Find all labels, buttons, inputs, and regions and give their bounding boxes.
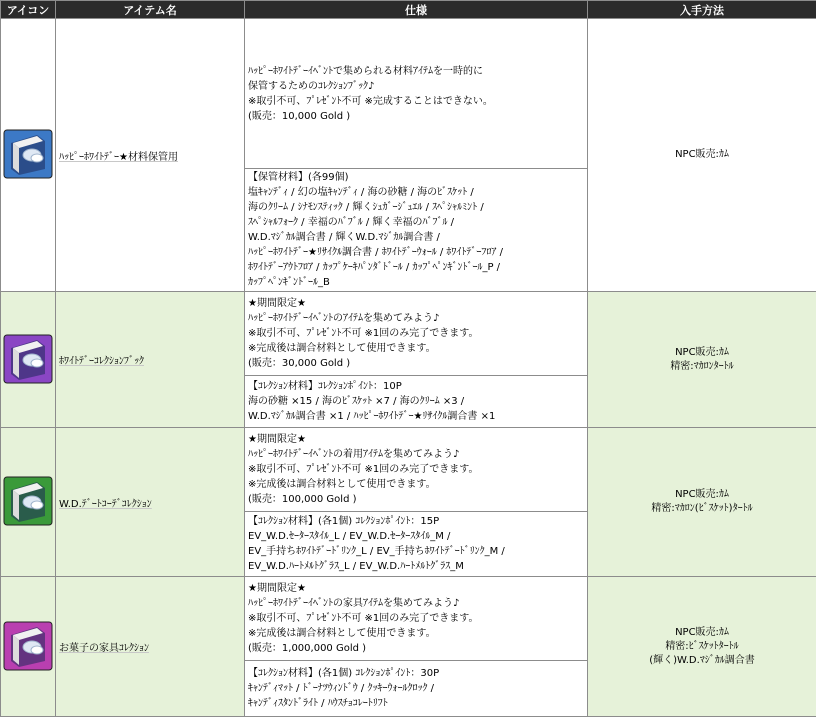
obtain-line: NPC販売:ｶﾑ [588, 346, 816, 360]
obtain-method [588, 577, 816, 717]
spec-line: (販売：1,000,000 Gold ) [248, 641, 584, 656]
spec-materials [245, 169, 588, 292]
item-name[interactable]: ﾎﾜｲﾄﾃﾞｰｺﾚｸｼｮﾝﾌﾞｯｸ [56, 292, 245, 428]
spec-line: ﾊｯﾋﾟｰﾎﾜｲﾄﾃﾞｰｲﾍﾞﾝﾄのｱｲﾃﾑを集めてみよう♪ [248, 311, 584, 326]
spec-line: EV_手持ちﾎﾜｲﾄﾃﾞｰﾄﾞﾘﾝｸ_L / EV_手持ちﾎﾜｲﾄﾃﾞｰﾄﾞﾘﾝｸ_M / [248, 544, 584, 559]
table-header-row [1, 1, 816, 19]
obtain-line: NPC販売:ｶﾑ [588, 488, 816, 502]
spec-line: (販売：10,000 Gold ) [248, 109, 584, 124]
spec-line: ★期間限定★ [248, 296, 584, 311]
spec-line: ※完成後は調合材料として使用できます。 [248, 626, 584, 641]
obtain-line: NPC販売:ｶﾑ [588, 626, 816, 640]
spec-line: ｷｬﾝﾃﾞｨｽﾀﾝﾄﾞﾗｲﾄ / ﾊｳｽﾁｮｺﾚｰﾄﾘﾌﾄ [248, 696, 584, 711]
magenta-book-icon [3, 621, 53, 671]
icon-cell [1, 292, 56, 428]
green-book-icon [3, 476, 53, 526]
icon-cell [1, 428, 56, 577]
spec-line: ｶｯﾌﾟﾍﾟﾝｷﾞﾝﾄﾞｰﾙ_B [248, 275, 584, 290]
obtain-method [588, 428, 816, 577]
table-row [1, 292, 816, 376]
spec-description [245, 19, 588, 169]
spec-line: ※取引不可、ﾌﾟﾚｾﾞﾝﾄ不可 ※完成することはできない。 [248, 94, 584, 109]
spec-line: ※取引不可、ﾌﾟﾚｾﾞﾝﾄ不可 ※1回のみ完了できます。 [248, 462, 584, 477]
spec-line: 【ｺﾚｸｼｮﾝ材料】ｺﾚｸｼｮﾝﾎﾟｲﾝﾄ：10P [248, 379, 584, 394]
spec-line: ※完成後は調合材料として使用できます。 [248, 477, 584, 492]
table-row [1, 19, 816, 169]
spec-line: ※取引不可、ﾌﾟﾚｾﾞﾝﾄ不可 ※1回のみ完了できます。 [248, 326, 584, 341]
obtain-line: (輝く)W.D.ﾏｼﾞｶﾙ調合書 [588, 654, 816, 668]
spec-line: ﾊｯﾋﾟｰﾎﾜｲﾄﾃﾞｰｲﾍﾞﾝﾄの着用ｱｲﾃﾑを集めてみよう♪ [248, 447, 584, 462]
purple-book-icon [3, 334, 53, 384]
spec-line: 【ｺﾚｸｼｮﾝ材料】(各1個) ｺﾚｸｼｮﾝﾎﾟｲﾝﾄ：15P [248, 514, 584, 529]
spec-line: (販売：30,000 Gold ) [248, 356, 584, 371]
spec-line: ｽﾍﾟｼｬﾙﾌｫｰｸ / 幸福のﾊﾞﾌﾞﾙ / 輝く幸福のﾊﾞﾌﾞﾙ / [248, 215, 584, 230]
spec-materials [245, 661, 588, 717]
icon-cell [1, 19, 56, 292]
obtain-line: 精密:ﾏｶﾛﾝﾀｰﾄﾙ [588, 360, 816, 374]
item-name[interactable]: ﾊｯﾋﾟｰﾎﾜｲﾄﾃﾞｰ★材料保管用 [56, 19, 245, 292]
spec-line: W.D.ﾏｼﾞｶﾙ調合書 ×1 / ﾊｯﾋﾟｰﾎﾜｲﾄﾃﾞｰ★ﾘｻｲｸﾙ調合書 ×1 [248, 409, 584, 424]
obtain-line: 精密:ﾋﾞｽｹｯﾄﾀｰﾄﾙ [588, 640, 816, 654]
spec-materials [245, 512, 588, 577]
spec-line: EV_W.D.ｾｰﾀｰｽﾀｲﾙ_L / EV_W.D.ｾｰﾀｰｽﾀｲﾙ_M / [248, 529, 584, 544]
header-spec: 仕様 [245, 1, 588, 19]
header-name: アイテム名 [56, 1, 245, 19]
icon-cell [1, 577, 56, 717]
spec-line: 【保管材料】(各99個) [248, 170, 584, 185]
spec-line: ﾎﾜｲﾄﾃﾞｰｱｳﾄﾌﾛｱ / ｶｯﾌﾟｹｰｷﾊﾟﾝﾀﾞﾄﾞｰﾙ / ｶｯﾌﾟﾍﾟﾝｷﾞﾝﾄﾞｰﾙ_P / [248, 260, 584, 275]
spec-line: ﾊｯﾋﾟｰﾎﾜｲﾄﾃﾞｰ★ﾘｻｲｸﾙ調合書 / ﾎﾜｲﾄﾃﾞｰｳｫｰﾙ / ﾎﾜｲﾄﾃﾞｰﾌﾛｱ / [248, 245, 584, 260]
spec-line: ★期間限定★ [248, 581, 584, 596]
spec-materials [245, 376, 588, 428]
header-icon: アイコン [1, 1, 56, 19]
obtain-method [588, 19, 816, 292]
spec-line: 保管するためのｺﾚｸｼｮﾝﾌﾞｯｸ♪ [248, 79, 584, 94]
table-row [1, 428, 816, 512]
obtain-line: NPC販売:ｶﾑ [588, 148, 816, 162]
spec-line: 海のｸﾘｰﾑ / ｼﾅﾓﾝｽﾃｨｯｸ / 輝くｼｭｶﾞｰｼﾞｭｴﾙ / ｽﾍﾟｼｬﾙﾐﾝﾄ / [248, 200, 584, 215]
blue-book-icon [3, 129, 53, 179]
spec-line: ※完成後は調合材料として使用できます。 [248, 341, 584, 356]
spec-line: 塩ｷｬﾝﾃﾞｨ / 幻の塩ｷｬﾝﾃﾞｨ / 海の砂糖 / 海のﾋﾞｽｹｯﾄ / [248, 185, 584, 200]
spec-line: ※取引不可、ﾌﾟﾚｾﾞﾝﾄ不可 ※1回のみ完了できます。 [248, 611, 584, 626]
spec-line: ｷｬﾝﾃﾞｨﾏｯﾄ / ﾄﾞｰﾅﾂｳｨﾝﾄﾞｳ / ｸｯｷｰｳｫｰﾙｸﾛｯｸ / [248, 681, 584, 696]
spec-line: ﾊｯﾋﾟｰﾎﾜｲﾄﾃﾞｰｲﾍﾞﾝﾄの家具ｱｲﾃﾑを集めてみよう♪ [248, 596, 584, 611]
obtain-line: 精密:ﾏｶﾛﾝ(ﾋﾞｽｹｯﾄ)ﾀｰﾄﾙ [588, 502, 816, 516]
spec-line: ★期間限定★ [248, 432, 584, 447]
spec-line: EV_W.D.ﾊｰﾄﾒﾙﾄｸﾞﾗｽ_L / EV_W.D.ﾊｰﾄﾒﾙﾄｸﾞﾗｽ_M [248, 559, 584, 574]
spec-line: W.D.ﾏｼﾞｶﾙ調合書 / 輝くW.D.ﾏｼﾞｶﾙ調合書 / [248, 230, 584, 245]
spec-line: ﾊｯﾋﾟｰﾎﾜｲﾄﾃﾞｰｲﾍﾞﾝﾄで集められる材料ｱｲﾃﾑを一時的に [248, 64, 584, 79]
item-name[interactable]: W.D.ﾃﾞｰﾄｺｰﾃﾞｺﾚｸｼｮﾝ [56, 428, 245, 577]
spec-description [245, 428, 588, 512]
spec-description [245, 292, 588, 376]
header-obtain: 入手方法 [588, 1, 816, 19]
spec-line: (販売：100,000 Gold ) [248, 492, 584, 507]
spec-line: 【ｺﾚｸｼｮﾝ材料】(各1個) ｺﾚｸｼｮﾝﾎﾟｲﾝﾄ：30P [248, 666, 584, 681]
item-name[interactable]: お菓子の家具ｺﾚｸｼｮﾝ [56, 577, 245, 717]
obtain-method [588, 292, 816, 428]
spec-line: 海の砂糖 ×15 / 海のﾋﾞｽｹｯﾄ ×7 / 海のｸﾘｰﾑ ×3 / [248, 394, 584, 409]
